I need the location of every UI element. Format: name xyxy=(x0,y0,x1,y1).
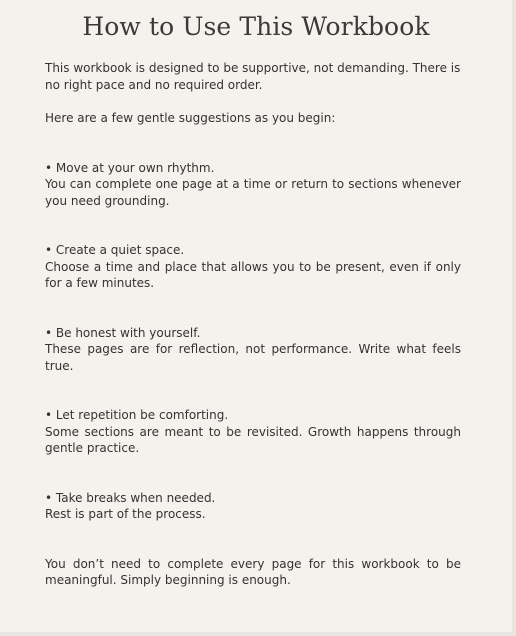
suggestion-item xyxy=(45,242,461,292)
suggestion-text: Choose a time and place that allows you to be present, even if only for a few minutes. xyxy=(45,259,461,290)
suggestion-text: Some sections are meant to be revisited. Growth happens through gentle practice. xyxy=(45,424,461,455)
closing-paragraph: You don’t need to complete every page for this workbook to be meaningful. Simply beginning is enough. xyxy=(45,556,461,587)
page-content xyxy=(45,60,461,589)
suggestion-title: • Move at your own rhythm. xyxy=(45,160,215,175)
suggestion-text: You can complete one page at a time or return to sections whenever you need grounding. xyxy=(45,177,461,208)
page-edge-bottom xyxy=(0,632,516,636)
suggestion-title: • Be honest with yourself. xyxy=(45,325,201,340)
page-title: How to Use This Workbook xyxy=(82,12,430,41)
suggestion-item xyxy=(45,325,461,375)
suggestion-text: Rest is part of the process. xyxy=(45,507,206,521)
suggestion-text: These pages are for reflection, not performance. Write what feels true. xyxy=(45,342,461,373)
suggestion-item xyxy=(45,407,461,457)
lead-paragraph: Here are a few gentle suggestions as you begin: xyxy=(45,111,336,125)
suggestion-title: • Create a quiet space. xyxy=(45,243,185,257)
suggestion-title: • Take breaks when needed. xyxy=(45,490,216,505)
suggestion-title: • Let repetition be comforting. xyxy=(45,408,229,422)
intro-paragraph: This workbook is designed to be supportive, not demanding. There is no right pace and no required order. xyxy=(45,61,461,92)
suggestion-item xyxy=(45,490,461,523)
page-edge-right xyxy=(512,0,516,636)
suggestion-item xyxy=(45,160,461,210)
